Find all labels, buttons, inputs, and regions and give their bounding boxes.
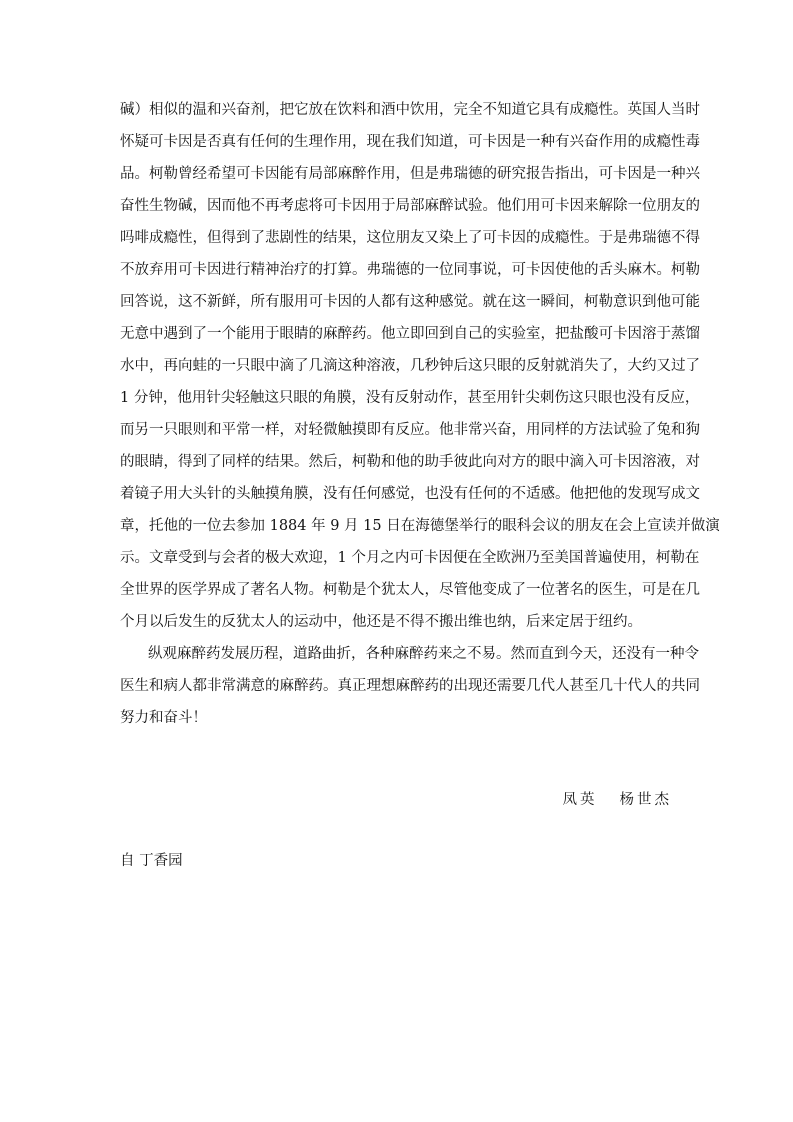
source-credit: 自 丁香园 xyxy=(120,853,183,869)
author-name: 凤英 xyxy=(562,792,598,808)
text-line: 全世界的医学界成了著名人物。柯勒是个犹太人，尽管他变成了一位著名的医生，可是在几 xyxy=(120,582,700,598)
text-line: 个月以后发生的反犹太人的运动中，他还是不得不搬出维也纳，后来定居于纽约。 xyxy=(120,614,642,630)
text-line: 着镜子用大头针的头触摸角膜，没有任何感觉，也没有任何的不适感。他把他的发现写成文 xyxy=(120,486,700,502)
text-line: 章，托他的一位去参加 1884 年 9 月 15 日在海德堡举行的眼科会议的朋友在会上宣读并做演 xyxy=(120,518,720,534)
text-line: 怀疑可卡因是否真有任何的生理作用，现在我们知道，可卡因是一种有兴奋作用的成瘾性毒 xyxy=(120,134,700,150)
text-line: 的眼睛，得到了同样的结果。然后，柯勒和他的助手彼此向对方的眼中滴入可卡因溶液，对 xyxy=(120,454,700,470)
text-line: 努力和奋斗！ xyxy=(120,710,207,726)
text-line: 纵观麻醉药发展历程，道路曲折，各种麻醉药来之不易。然而直到今天，还没有一种令 xyxy=(148,646,699,662)
text-line: 品。柯勒曾经希望可卡因能有局部麻醉作用，但是弗瑞德的研究报告指出，可卡因是一种兴 xyxy=(120,166,700,182)
text-line: 回答说，这不新鲜，所有服用可卡因的人都有这种感觉。就在这一瞬间，柯勒意识到他可能 xyxy=(120,294,700,310)
author-name: 杨世杰 xyxy=(619,792,672,808)
text-line: 医生和病人都非常满意的麻醉药。真正理想麻醉药的出现还需要几代人甚至几十代人的共同 xyxy=(120,678,700,694)
text-line: 不放弃用可卡因进行精神治疗的打算。弗瑞德的一位同事说，可卡因使他的舌头麻木。柯勒 xyxy=(120,262,700,278)
text-line: 吗啡成瘾性，但得到了悲剧性的结果，这位朋友又染上了可卡因的成瘾性。于是弗瑞德不得 xyxy=(120,230,700,246)
text-line: 而另一只眼则和平常一样，对轻微触摸即有反应。他非常兴奋，用同样的方法试验了兔和狗 xyxy=(120,422,700,438)
author-signature xyxy=(563,790,673,810)
text-line: 碱）相似的温和兴奋剂，把它放在饮料和酒中饮用，完全不知道它具有成瘾性。英国人当时 xyxy=(120,102,700,118)
text-line: 奋性生物碱，因而他不再考虑将可卡因用于局部麻醉试验。他们用可卡因来解除一位朋友的 xyxy=(120,198,700,214)
text-line: 1 分钟，他用针尖轻触这只眼的角膜，没有反射动作，甚至用针尖刺伤这只眼也没有反应， xyxy=(120,390,700,406)
text-line: 无意中遇到了一个能用于眼睛的麻醉药。他立即回到自己的实验室，把盐酸可卡因溶于蒸馏 xyxy=(120,326,700,342)
text-line: 示。文章受到与会者的极大欢迎，1 个月之内可卡因便在全欧洲乃至美国普遍使用，柯勒在 xyxy=(120,550,700,566)
text-line: 水中，再向蛙的一只眼中滴了几滴这种溶液，几秒钟后这只眼的反射就消失了，大约又过了 xyxy=(120,358,700,374)
